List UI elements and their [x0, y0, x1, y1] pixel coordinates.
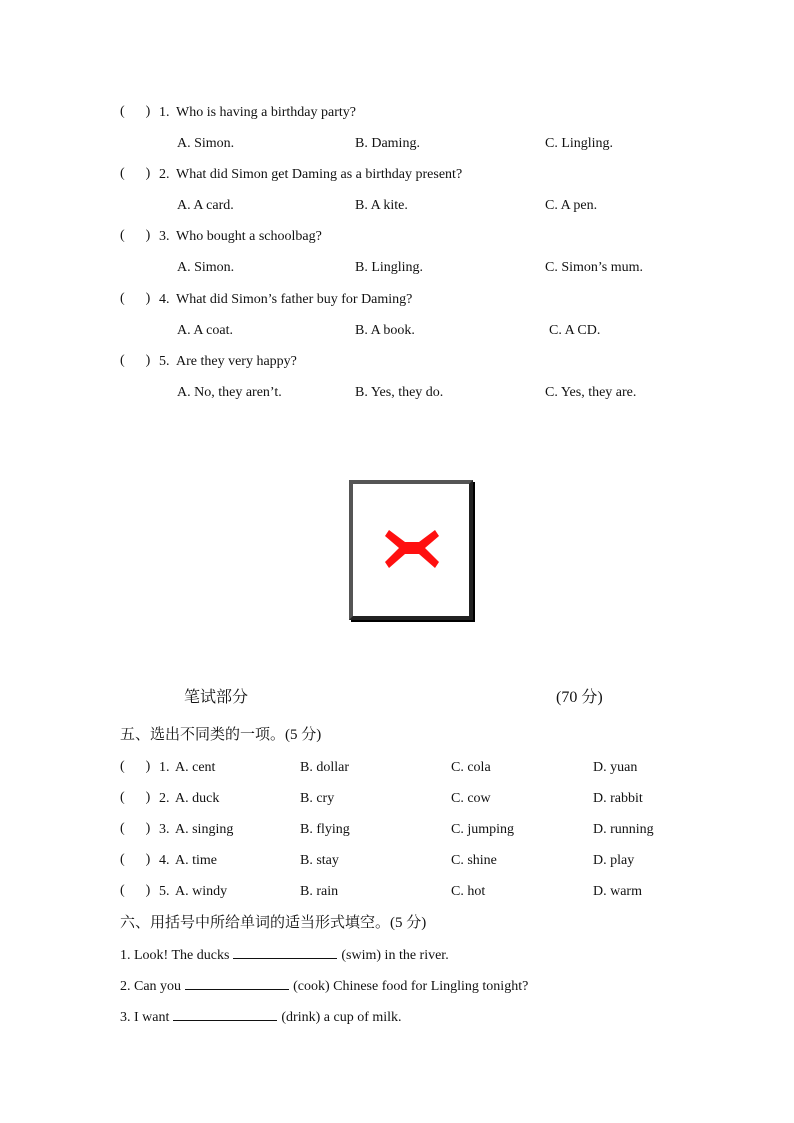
option: C. Simon’s mum.	[545, 260, 644, 275]
section-5-title: 五、选出不同类的一项。(5 分)	[120, 727, 322, 743]
question-text: Who bought a schoolbag?	[176, 229, 322, 244]
answer-paren: ( )	[120, 759, 151, 774]
option: B. A book.	[355, 323, 415, 338]
option: B. flying	[300, 822, 350, 837]
option: D. play	[593, 853, 635, 868]
option: A. Simon.	[177, 136, 235, 151]
option: A. time	[175, 853, 217, 868]
option: B. Daming.	[355, 136, 420, 151]
fill-blank-row	[120, 946, 449, 965]
option: C. A pen.	[545, 198, 598, 213]
option: A. windy	[175, 884, 228, 899]
sentence-end: (drink) a cup of milk.	[281, 1010, 402, 1025]
option: D. warm	[593, 884, 642, 899]
sentence-end: (swim) in the river.	[341, 948, 449, 963]
option: A. cent	[175, 760, 216, 775]
question-text: What did Simon’s father buy for Daming?	[176, 292, 413, 307]
option: B. stay	[300, 853, 339, 868]
item-number: 1.	[159, 760, 170, 775]
option: A. Simon.	[177, 260, 235, 275]
answer-blank[interactable]	[173, 1008, 277, 1021]
question-number: 3.	[159, 229, 170, 244]
question-number: 1.	[159, 105, 170, 120]
option: D. yuan	[593, 760, 638, 775]
item-number: 3.	[159, 822, 170, 837]
sentence-start: 1. Look! The ducks	[120, 948, 230, 963]
question-number: 5.	[159, 354, 170, 369]
option: C. A CD.	[549, 323, 601, 338]
answer-paren: ( )	[120, 166, 151, 181]
answer-paren: ( )	[120, 790, 151, 805]
option: B. rain	[300, 884, 339, 899]
answer-paren: ( )	[120, 353, 151, 368]
option: A. A card.	[177, 198, 234, 213]
option: A. singing	[175, 822, 234, 837]
answer-paren: ( )	[120, 852, 151, 867]
broken-image-x-icon	[383, 522, 441, 574]
fill-blank-row	[120, 1008, 402, 1027]
item-number: 5.	[159, 884, 170, 899]
answer-paren: ( )	[120, 104, 151, 119]
answer-paren: ( )	[120, 821, 151, 836]
option: C. jumping	[451, 822, 515, 837]
question-text: Are they very happy?	[176, 354, 297, 369]
written-section-score: (70 分)	[556, 689, 603, 706]
option: D. rabbit	[593, 791, 643, 806]
item-number: 2.	[159, 791, 170, 806]
option: C. cow	[451, 791, 491, 806]
answer-paren: ( )	[120, 228, 151, 243]
item-number: 4.	[159, 853, 170, 868]
answer-blank[interactable]	[233, 946, 337, 959]
option: B. A kite.	[355, 198, 408, 213]
option: A. A coat.	[177, 323, 233, 338]
question-number: 2.	[159, 167, 170, 182]
option: C. Lingling.	[545, 136, 614, 151]
broken-image-placeholder	[349, 480, 473, 620]
sentence-start: 3. I want	[120, 1010, 170, 1025]
question-number: 4.	[159, 292, 170, 307]
section-6-title: 六、用括号中所给单词的适当形式填空。(5 分)	[120, 915, 427, 931]
option: C. shine	[451, 853, 497, 868]
option: A. No, they aren’t.	[177, 385, 282, 400]
question-text: What did Simon get Daming as a birthday present?	[176, 167, 463, 182]
written-section-title: 笔试部分	[184, 689, 249, 706]
option: B. Yes, they do.	[355, 385, 444, 400]
answer-paren: ( )	[120, 291, 151, 306]
answer-blank[interactable]	[185, 977, 289, 990]
option: A. duck	[175, 791, 220, 806]
option: D. running	[593, 822, 654, 837]
sentence-end: (cook) Chinese food for Lingling tonight?	[293, 979, 529, 994]
option: C. hot	[451, 884, 486, 899]
question-text: Who is having a birthday party?	[176, 105, 357, 120]
option: B. dollar	[300, 760, 349, 775]
option: B. Lingling.	[355, 260, 424, 275]
option: C. Yes, they are.	[545, 385, 637, 400]
option: B. cry	[300, 791, 335, 806]
answer-paren: ( )	[120, 883, 151, 898]
option: C. cola	[451, 760, 491, 775]
fill-blank-row	[120, 977, 528, 996]
sentence-start: 2. Can you	[120, 979, 182, 994]
